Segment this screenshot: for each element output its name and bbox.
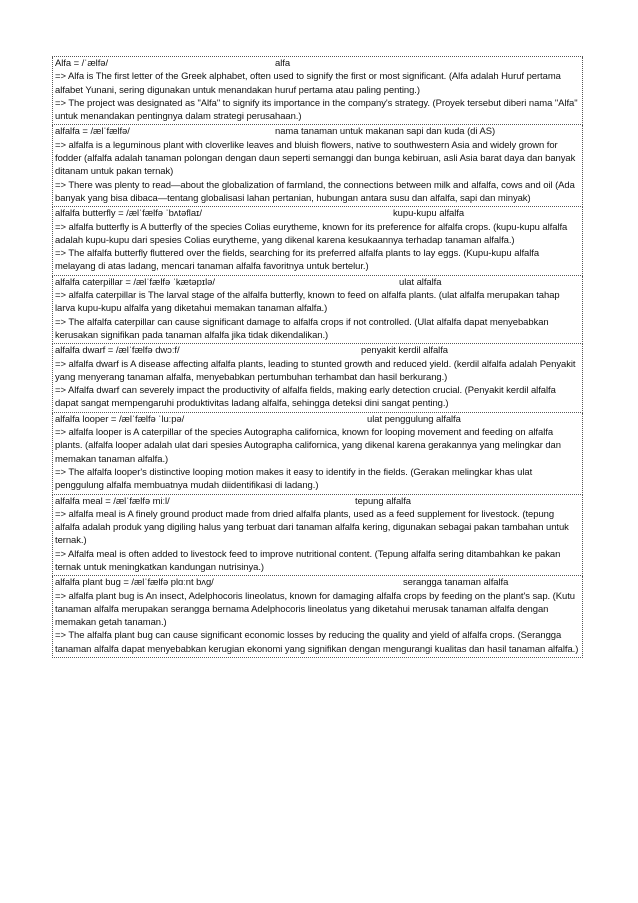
- entry-term: Alfa = /ˈælfə/: [55, 58, 109, 69]
- entry-translation: penyakit kerdil alfalfa: [361, 345, 448, 357]
- entry-example: => The alfalfa caterpillar can cause significant damage to alfalfa crops if not controlled. (Ulat alfalfa dapat menyebabkan kerusakan signifikan pada tanaman alfalfa jika tidak dikendalikan.): [55, 316, 549, 341]
- entry-definition: => alfalfa caterpillar is The larval stage of the alfalfa butterfly, known to feed on alfalfa plants. (ulat alfalfa merupakan tahap larva kupu-kupu alfalfa yang diketahui memakan tanaman alfalfa.): [55, 290, 560, 315]
- dictionary-entry: [52, 125, 583, 207]
- entry-translation: tepung alfalfa: [355, 495, 411, 507]
- dictionary-entry: [52, 276, 583, 344]
- entry-headline: [55, 125, 580, 138]
- dictionary-entry: [52, 495, 583, 577]
- entry-example: => Alfalfa meal is often added to livestock feed to improve nutritional content. (Tepung alfalfa sering ditambahkan ke pakan ternak untuk meningkatkan kandungan nutrisinya.): [55, 548, 561, 573]
- dictionary-entry: [52, 413, 583, 495]
- entry-headline: [55, 57, 580, 70]
- entry-example: => The alfalfa butterfly fluttered over the fields, searching for its preferred alfalfa plants to lay eggs. (Kupu-kupu alfalfa melayang di atas ladang, mencari tanaman alfalfa favoritnya untuk bertelur.): [55, 248, 540, 273]
- entry-term: alfalfa plant bug = /ælˈfælfə plɑːnt bʌg/: [55, 577, 214, 589]
- dictionary-page: [52, 56, 583, 658]
- entry-translation: serangga tanaman alfalfa: [403, 577, 509, 589]
- entry-headline: [55, 207, 580, 220]
- entry-headline: [55, 276, 580, 289]
- entry-definition: => Alfa is The first letter of the Greek alphabet, often used to signify the first or most significant. (Alfa adalah Huruf pertama alfabet Yunani, sering digunakan untuk menandakan huruf pertama atau paling penting.): [55, 71, 561, 96]
- entry-term: alfalfa caterpillar = /ælˈfælfə ˈkætəpɪlə/: [55, 276, 215, 288]
- entry-definition: => alfalfa dwarf is A disease affecting alfalfa plants, leading to stunted growth and reduced yield. (kerdil alfalfa adalah Penyakit yang menyerang tanaman alfalfa, menyebabkan pertumbuhan terhambat dan hasil berkurang.): [55, 358, 576, 383]
- entry-translation: kupu-kupu alfalfa: [393, 208, 465, 220]
- dictionary-entry: [52, 207, 583, 275]
- entry-example: => Alfalfa dwarf can severely impact the productivity of alfalfa fields, making early detection crucial. (Penyakit kerdil alfalfa dapat sangat mempengaruhi produktivitas ladang alfalfa, sehingga deteksi dini sangat penting.): [55, 385, 556, 410]
- entry-definition: => alfalfa butterfly is A butterfly of the species Colias eurytheme, known for its preference for alfalfa crops. (kupu-kupu alfalfa adalah kupu-kupu dari spesies Colias eurytheme, yang dikenal karena kesukaannya terhadap tanaman alfalfa.): [55, 221, 568, 246]
- entry-term: alfalfa dwarf = /ælˈfælfə dwɔːf/: [55, 345, 180, 357]
- dictionary-entry: [52, 344, 583, 412]
- entry-example: => The alfalfa plant bug can cause significant economic losses by reducing the quality and yield of alfalfa crops. (Serangga tanaman alfalfa dapat menyebabkan kerugian ekonomi yang signifikan dengan mengurangi kualitas dan hasil tanaman alfalfa.): [55, 630, 579, 655]
- entry-translation: nama tanaman untuk makanan sapi dan kuda (di AS): [275, 126, 496, 138]
- entry-headline: [55, 344, 580, 357]
- entry-term: alfalfa butterfly = /ælˈfælfə ˈbʌtəflaɪ/: [55, 208, 202, 220]
- entry-translation: alfa: [275, 58, 291, 69]
- entry-example: => The project was designated as "Alfa" to signify its importance in the company's strategy. (Proyek tersebut diberi nama "Alfa" untuk menandakan pentingnya dalam strategi perusahaan.): [55, 97, 578, 123]
- entry-definition: => alfalfa plant bug is An insect, Adelphocoris lineolatus, known for damaging alfalfa crops by feeding on the plant's sap. (Kutu tanaman alfalfa merupakan serangga bernama Adelphocoris lineolatus yang diketahui merusak tanaman alfalfa dengan memakan getah tanaman.): [55, 590, 575, 629]
- dictionary-entry: [52, 57, 583, 125]
- entry-term: alfalfa looper = /ælˈfælfə ˈluːpə/: [55, 413, 185, 425]
- entry-translation: ulat penggulung alfalfa: [367, 413, 461, 425]
- entry-definition: => alfalfa is a leguminous plant with cloverlike leaves and bluish flowers, native to southwestern Asia and widely grown for fodder (alfalfa adalah tanaman polongan dengan daun seperti semanggi dan bunga kebiruan, asli Asia barat daya dan banyak ditanam untuk pakan ternak): [55, 139, 576, 178]
- dictionary-entry: [52, 576, 583, 658]
- entry-example: => There was plenty to read—about the globalization of farmland, the connections between milk and alfalfa, cows and oil (Ada banyak yang bisa dibaca—tentang globalisasi lahan pertanian, hubungan antara susu dan alfalfa, sapi dan minyak): [55, 179, 575, 204]
- entry-headline: [55, 413, 580, 426]
- entry-definition: => alfalfa looper is A caterpillar of the species Autographa californica, known for looping movement and feeding on alfalfa plants. (alfalfa looper adalah ulat dari spesies Autographa californica, yang dikenal karena gerakannya yang melingkar dan memakan tanaman alfalfa.): [55, 427, 561, 465]
- entry-translation: ulat alfalfa: [399, 276, 442, 288]
- entry-definition: => alfalfa meal is A finely ground product made from dried alfalfa plants, used as a feed supplement for livestock. (tepung alfalfa adalah produk yang digiling halus yang terbuat dari tanaman alfalfa kering, digunakan sebagai pakan tambahan untuk ternak.): [55, 508, 569, 547]
- entry-term: alfalfa meal = /ælˈfælfə miːl/: [55, 495, 170, 507]
- entry-example: => The alfalfa looper's distinctive looping motion makes it easy to identify in the fields. (Gerakan melingkar khas ulat penggulung alfalfa membuatnya mudah diidentifikasi di ladang.): [55, 466, 533, 492]
- entry-headline: [55, 576, 580, 589]
- entry-headline: [55, 495, 580, 508]
- entry-term: alfalfa = /ælˈfælfə/: [55, 126, 130, 138]
